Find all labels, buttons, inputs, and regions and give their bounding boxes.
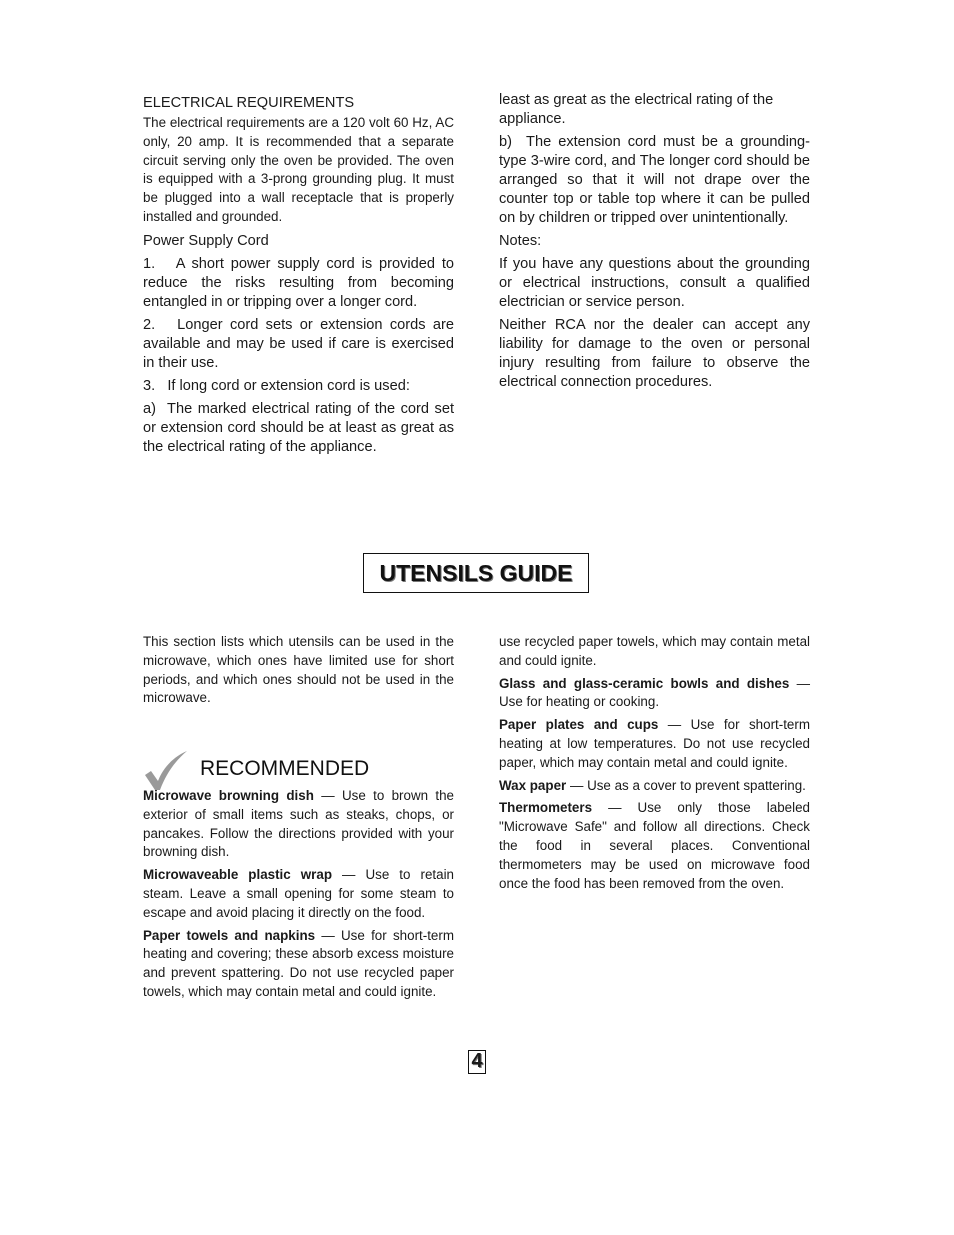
utensil-item-paper-towels: Paper towels and napkins — Use for short-term heating and covering; these absorb excess moisture and prevent spattering. Do not use recycled paper towels, which may contain metal and could ignite. <box>143 927 454 999</box>
utensils-guide-title-box <box>363 553 589 593</box>
utensil-item-paper-towels-continued: use recycled paper towels, which may contain metal and could ignite. <box>499 634 810 668</box>
note-2: Neither RCA nor the dealer can accept any liability for damage to the oven or personal injury resulting from failure to observe the electrical connection procedures. <box>499 317 810 390</box>
utensil-item-plastic-wrap: Microwaveable plastic wrap — Use to retain steam. Leave a small opening for some steam to escape and avoid placing it directly on the food. <box>143 867 454 920</box>
cord-item-b: b) The extension cord must be a grounding-type 3-wire cord, and The longer cord should be arranged so that it will not drape over the counter top or table top where it can be pulled on by children or tripped over unintentionally. <box>499 134 810 226</box>
utensil-item-wax-paper: Wax paper — Use as a cover to prevent spattering. <box>499 777 806 793</box>
cord-item-3: 3. If long cord or extension cord is used: <box>143 377 410 394</box>
cord-item-a: a) The marked electrical rating of the cord set or extension cord should be at least as great as the electrical rating of the appliance. <box>143 400 454 455</box>
page-number: 4 <box>468 1050 486 1074</box>
electrical-right-column <box>499 91 810 392</box>
recommended-items-left <box>143 787 455 999</box>
recommended-items-right <box>499 633 810 893</box>
utensils-guide-title: UTENSILS GUIDE <box>379 559 573 586</box>
utensil-item-browning-dish: Microwave browning dish — Use to brown the exterior of small items such as steaks, chops, or pancakes. Follow the directions provided with your browning dish. <box>143 788 455 860</box>
cord-item-2: 2. Longer cord sets or extension cords are available and may be used if care is exercised in their use. <box>143 316 454 371</box>
recommended-label: RECOMMENDED <box>200 757 370 780</box>
utensil-item-glass-bowls: Glass and glass-ceramic bowls and dishes — Use for heating or cooking. <box>499 675 810 710</box>
cord-item-1: 1. A short power supply cord is provided to reduce the risks resulting from becoming entangled in or tripping over a longer cord. <box>143 255 454 310</box>
electrical-heading: ELECTRICAL REQUIREMENTS <box>143 95 355 111</box>
utensil-item-thermometers: Thermometers — Use only those labeled "Microwave Safe" and follow all directions. Check the food in several places. Conventional thermometers may be used on microwave food once the food has been removed from the oven. <box>499 800 810 891</box>
utensils-left-column <box>143 633 454 708</box>
power-cord-heading: Power Supply Cord <box>143 232 269 249</box>
electrical-left-column <box>143 94 454 455</box>
note-1: If you have any questions about the grounding or electrical instructions, consult a qualified electrician or service person. <box>499 256 810 310</box>
electrical-intro: The electrical requirements are a 120 volt 60 Hz, AC only, 20 amp. It is recommended that a separate circuit serving only the oven be provided. The oven is equipped with a 3-prong grounding plug. It must be plugged into a wall receptacle that is properly installed and grounded. <box>143 115 454 224</box>
utensil-item-paper-plates: Paper plates and cups — Use for short-term heating at low temperatures. Do not use recycled paper, which may contain metal and could ignite. <box>499 717 810 770</box>
notes-heading: Notes: <box>499 233 542 249</box>
utensils-intro: This section lists which utensils can be used in the microwave, which ones have limited use for short periods, and which ones should not be used in the microwave. <box>143 634 454 706</box>
cord-item-a-continued: least as great as the electrical rating of the appliance. <box>499 92 774 127</box>
